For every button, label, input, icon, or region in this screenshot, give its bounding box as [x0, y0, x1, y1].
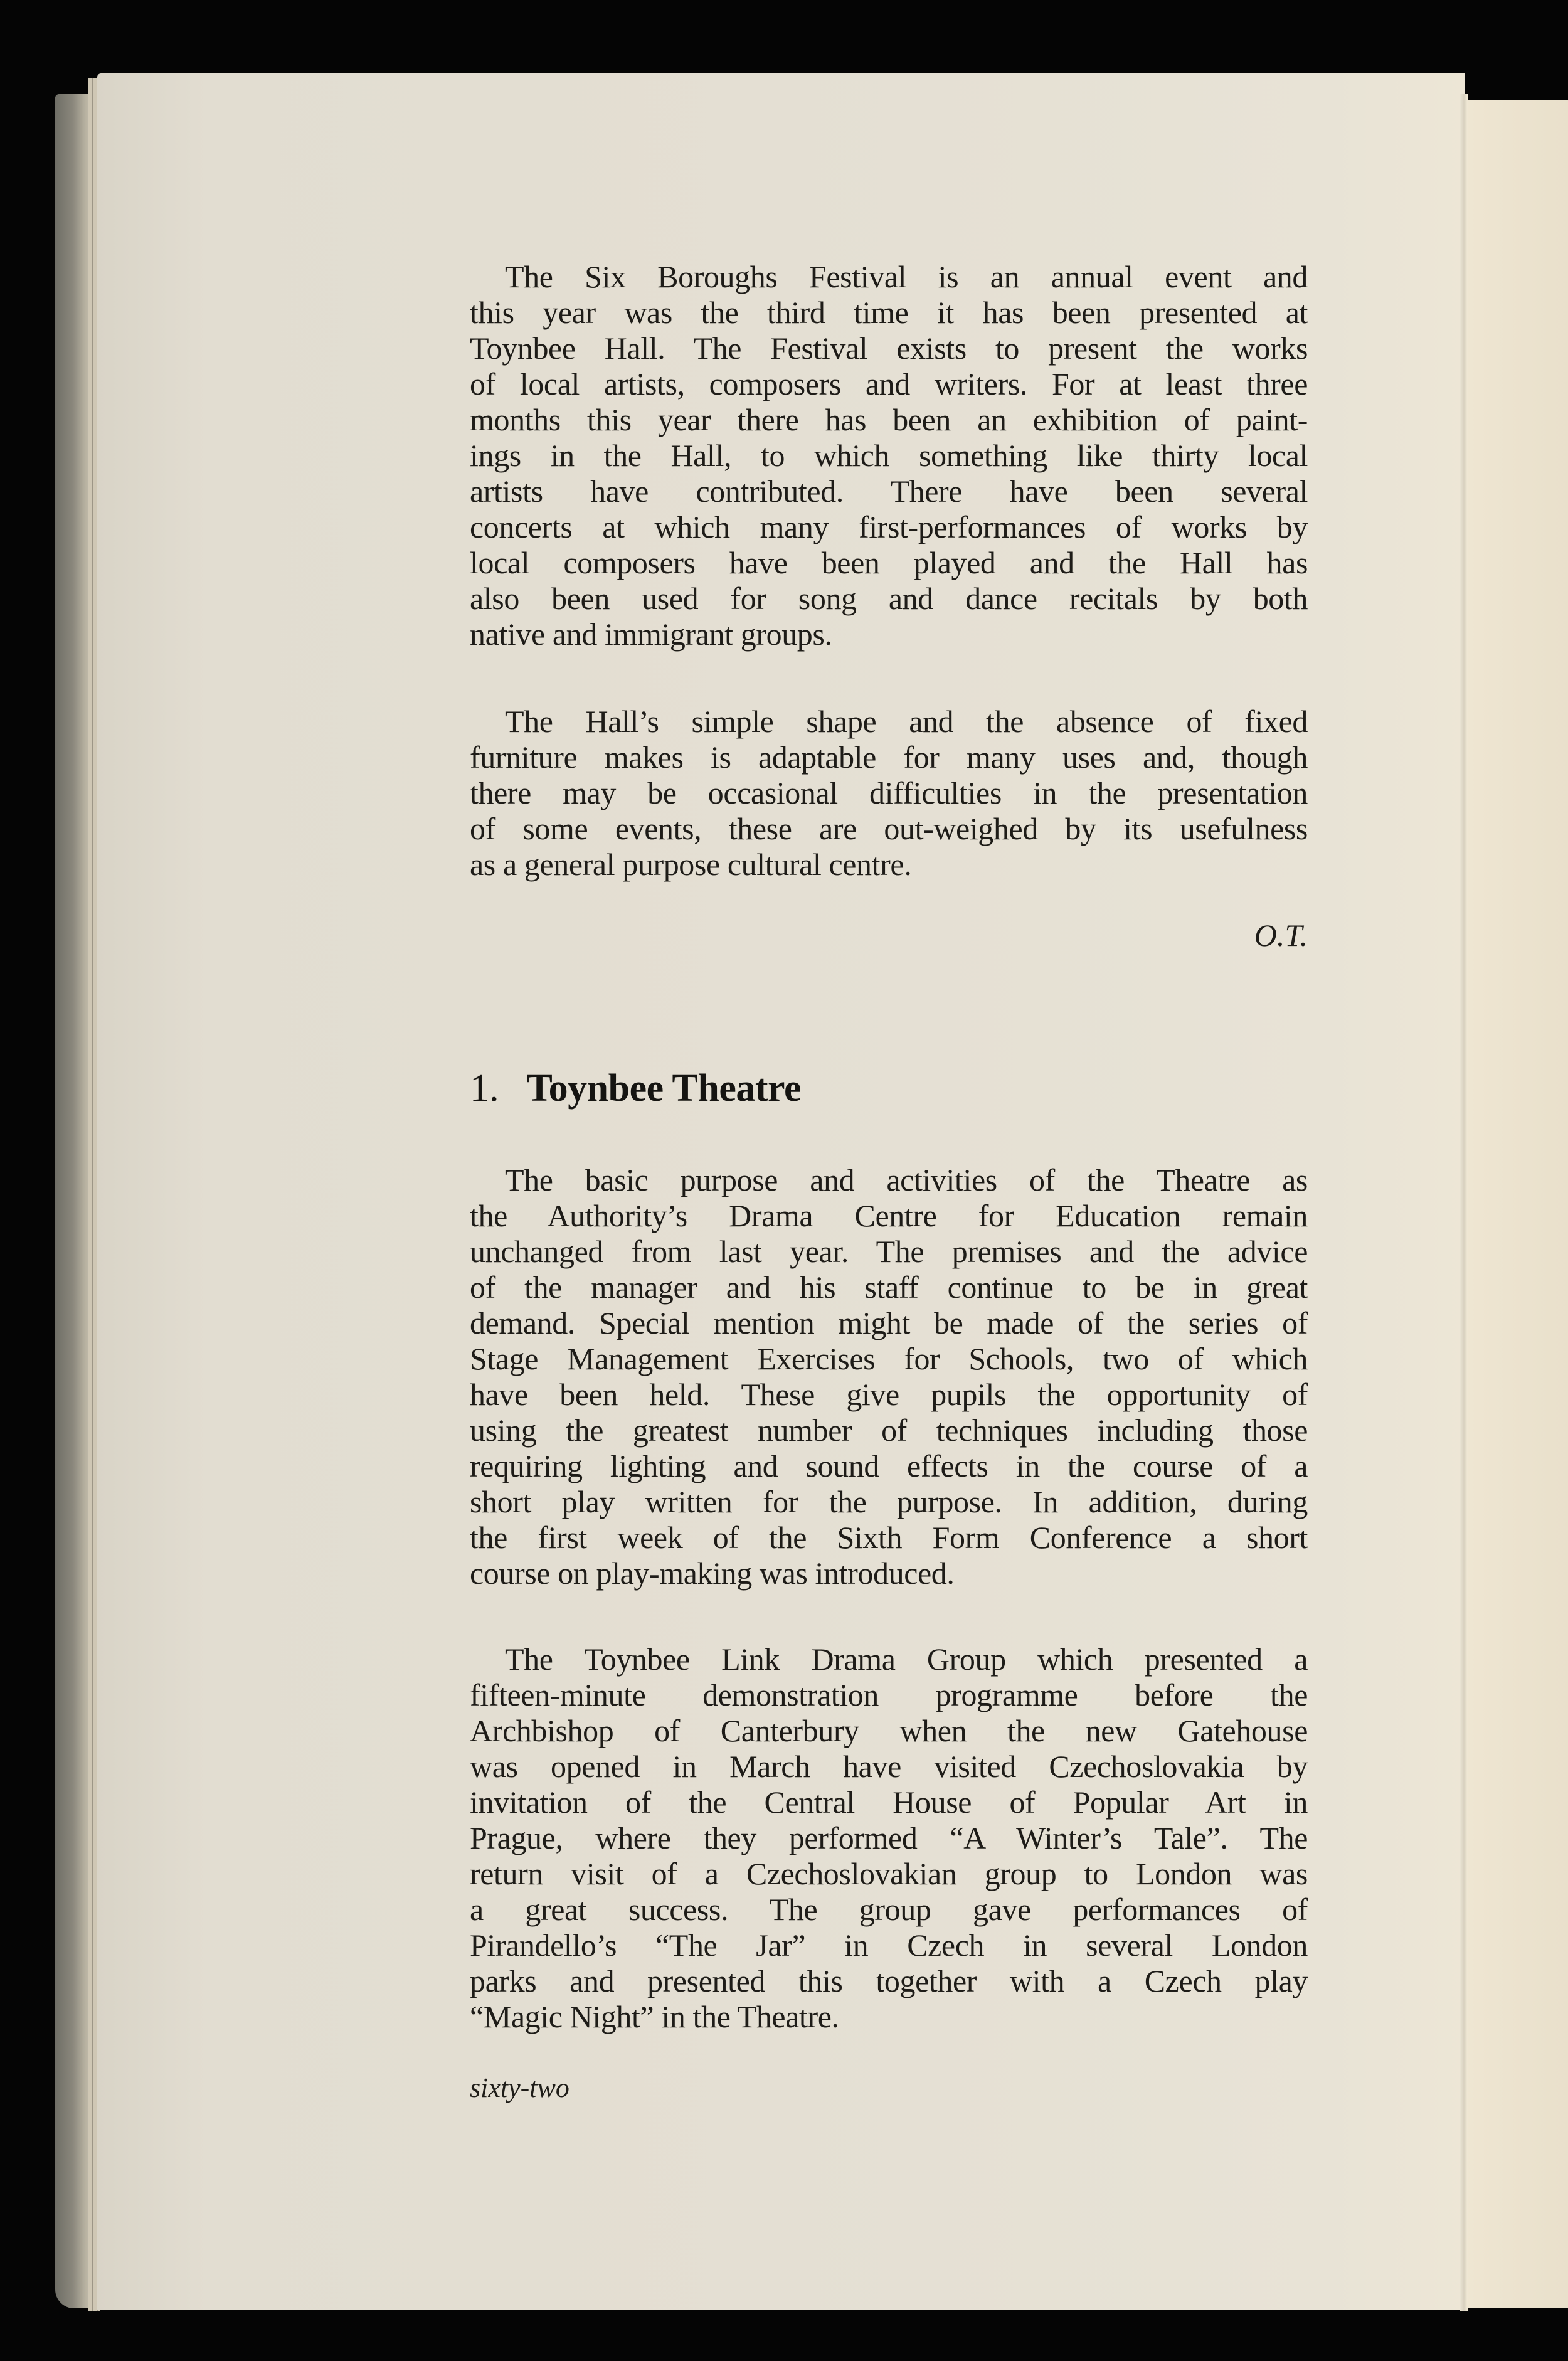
text-line: the first week of the Sixth Form Conference a short [470, 1520, 1308, 1555]
text-line: concerts at which many first-performances of works by [470, 509, 1308, 544]
text-line: “Magic Night” in the Theatre. [470, 1999, 839, 2034]
page-number: sixty-two [470, 2072, 569, 2103]
text-line: also been used for song and dance recitals by both [470, 581, 1308, 616]
text-line: The Toynbee Link Drama Group which presented a [505, 1642, 1308, 1677]
text-line: of the manager and his staff continue to be in great [470, 1270, 1308, 1305]
text-line: Archbishop of Canterbury when the new Gatehouse [470, 1713, 1308, 1748]
text-line: requiring lighting and sound effects in the course of a [470, 1448, 1308, 1483]
text-line: The basic purpose and activities of the Theatre as [505, 1162, 1308, 1197]
text-line: Prague, where they performed “A Winter’s Tale”. The [470, 1820, 1308, 1855]
text-line: of some events, these are out-weighed by its usefulness [470, 811, 1308, 846]
section-number: 1. [470, 1067, 499, 1110]
text-line: demand. Special mention might be made of the series of [470, 1305, 1308, 1340]
text-line: Pirandello’s “The Jar” in Czech in several London [470, 1928, 1308, 1963]
text-line: artists have contributed. There have been several [470, 474, 1308, 509]
text-line: Toynbee Hall. The Festival exists to present the works [470, 331, 1308, 366]
text-line: the Authority’s Drama Centre for Education remain [470, 1198, 1308, 1233]
text-line: ings in the Hall, to which something like thirty local [470, 438, 1308, 473]
paragraph-link-drama-group [470, 1642, 1308, 2035]
text-line: parks and presented this together with a Czech play [470, 1963, 1308, 1998]
facing-page [1465, 100, 1568, 2308]
text-line: short play written for the purpose. In addition, during [470, 1484, 1308, 1519]
text-line: using the greatest number of techniques including those [470, 1413, 1308, 1448]
text-line: Stage Management Exercises for Schools, two of which [470, 1341, 1308, 1376]
text-line: was opened in March have visited Czechoslovakia by [470, 1749, 1308, 1784]
text-line: native and immigrant groups. [470, 617, 832, 652]
text-line: a great success. The group gave performances of [470, 1892, 1308, 1927]
text-line: as a general purpose cultural centre. [470, 847, 912, 882]
text-line: return visit of a Czechoslovakian group to London was [470, 1856, 1308, 1891]
text-line: The Six Boroughs Festival is an annual event and [505, 259, 1308, 294]
section-heading [470, 1066, 801, 1110]
paragraph-hall-shape [470, 704, 1308, 883]
author-initials: O.T. [1254, 918, 1308, 953]
text-line: of local artists, composers and writers. For at least three [470, 366, 1308, 401]
text-line: fifteen-minute demonstration programme before the [470, 1677, 1308, 1712]
paragraph-festival [470, 259, 1308, 652]
text-line: months this year there has been an exhibition of paint- [470, 402, 1308, 437]
paragraph-theatre-purpose [470, 1162, 1308, 1591]
text-line: The Hall’s simple shape and the absence of fixed [505, 704, 1308, 739]
text-line: course on play-making was introduced. [470, 1556, 955, 1591]
text-line: this year was the third time it has been presented at [470, 295, 1308, 330]
text-line: there may be occasional difficulties in the presentation [470, 775, 1308, 810]
book-gutter [1460, 94, 1468, 2311]
text-line: have been held. These give pupils the opportunity of [470, 1377, 1308, 1412]
text-line: furniture makes is adaptable for many uses and, though [470, 740, 1308, 775]
text-line: invitation of the Central House of Popular Art in [470, 1785, 1308, 1820]
text-line: local composers have been played and the Hall has [470, 545, 1308, 580]
section-title: Toynbee Theatre [526, 1067, 801, 1110]
text-line: unchanged from last year. The premises and the advice [470, 1234, 1308, 1269]
